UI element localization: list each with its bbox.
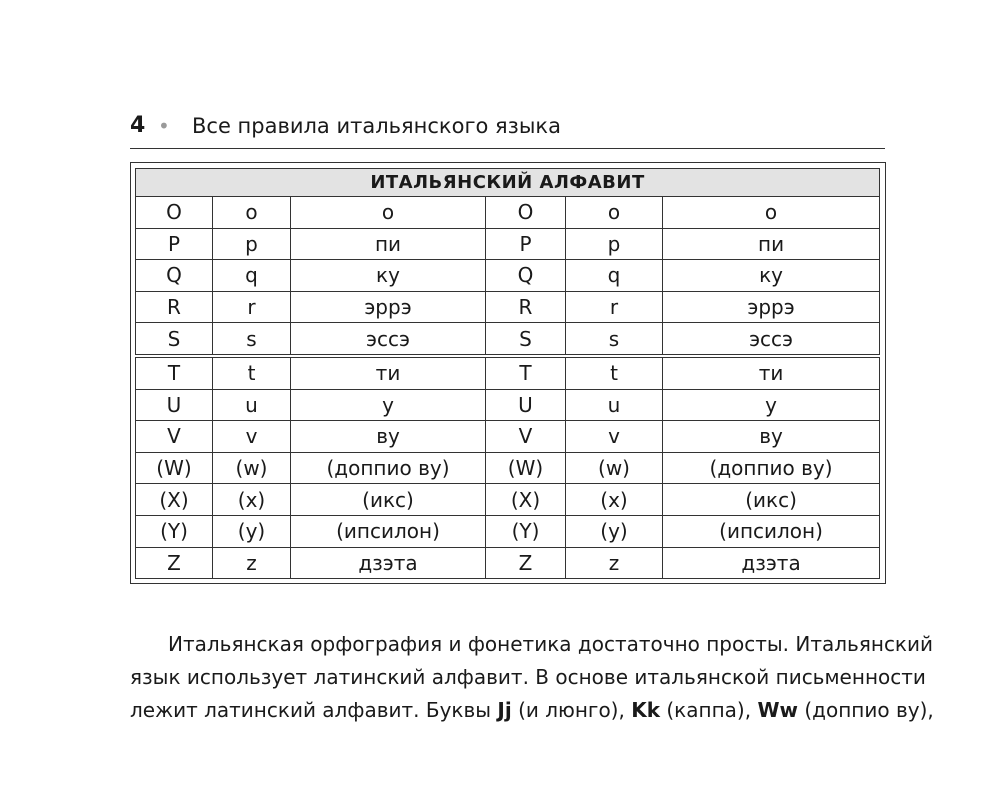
cell-upper-right: Z xyxy=(486,547,566,579)
table-row xyxy=(136,452,880,484)
cell-pron-right: эррэ xyxy=(663,291,880,323)
cell-pron-left: у xyxy=(291,389,486,421)
cell-upper-left: (X) xyxy=(136,484,213,516)
cell-lower-left: q xyxy=(213,260,291,292)
cell-lower-right: (w) xyxy=(566,452,663,484)
cell-upper-left: (Y) xyxy=(136,515,213,547)
letter-kk: Kk xyxy=(631,698,661,722)
table-row xyxy=(136,389,880,421)
cell-pron-right: (икс) xyxy=(663,484,880,516)
page-number: 4 xyxy=(130,113,146,138)
cell-pron-left: эррэ xyxy=(291,291,486,323)
cell-pron-left: (доппио ву) xyxy=(291,452,486,484)
table-row xyxy=(136,515,880,547)
cell-pron-left: ку xyxy=(291,260,486,292)
cell-upper-right: Q xyxy=(486,260,566,292)
alphabet-table-frame xyxy=(130,162,886,584)
table-row xyxy=(136,356,880,389)
cell-upper-right: O xyxy=(486,197,566,229)
cell-upper-left: Z xyxy=(136,547,213,579)
jj-note: (и люнго), xyxy=(511,698,632,722)
cell-upper-right: T xyxy=(486,356,566,389)
cell-lower-right: v xyxy=(566,421,663,453)
cell-lower-left: u xyxy=(213,389,291,421)
alphabet-table xyxy=(135,168,880,579)
cell-lower-right: z xyxy=(566,547,663,579)
cell-lower-left: (w) xyxy=(213,452,291,484)
table-row xyxy=(136,197,880,229)
cell-pron-right: (ипсилон) xyxy=(663,515,880,547)
cell-upper-left: S xyxy=(136,323,213,356)
cell-lower-left: (x) xyxy=(213,484,291,516)
cell-pron-right: эссэ xyxy=(663,323,880,356)
cell-upper-left: R xyxy=(136,291,213,323)
cell-upper-left: O xyxy=(136,197,213,229)
bullet-icon: • xyxy=(158,113,170,138)
paragraph-line-1: Итальянская орфография и фонетика достаточно просты. Итальянский xyxy=(168,632,934,656)
cell-pron-right: (доппио ву) xyxy=(663,452,880,484)
cell-upper-left: P xyxy=(136,228,213,260)
running-header xyxy=(130,113,885,138)
table-row xyxy=(136,484,880,516)
cell-upper-left: Q xyxy=(136,260,213,292)
kk-note: (каппа), xyxy=(660,698,758,722)
cell-lower-left: (y) xyxy=(213,515,291,547)
cell-pron-right: у xyxy=(663,389,880,421)
cell-pron-left: пи xyxy=(291,228,486,260)
letter-jj: Jj xyxy=(497,698,512,722)
cell-upper-left: V xyxy=(136,421,213,453)
header-rule xyxy=(130,148,885,149)
cell-lower-left: s xyxy=(213,323,291,356)
cell-lower-right: p xyxy=(566,228,663,260)
cell-lower-right: (y) xyxy=(566,515,663,547)
cell-lower-right: s xyxy=(566,323,663,356)
table-row xyxy=(136,323,880,356)
cell-lower-left: r xyxy=(213,291,291,323)
cell-upper-right: U xyxy=(486,389,566,421)
cell-lower-left: z xyxy=(213,547,291,579)
cell-lower-left: t xyxy=(213,356,291,389)
table-title: ИТАЛЬЯНСКИЙ АЛФАВИТ xyxy=(136,169,880,197)
cell-upper-right: P xyxy=(486,228,566,260)
cell-upper-left: (W) xyxy=(136,452,213,484)
cell-lower-right: o xyxy=(566,197,663,229)
paragraph-line-3 xyxy=(130,694,934,727)
cell-lower-right: (x) xyxy=(566,484,663,516)
cell-pron-right: дзэта xyxy=(663,547,880,579)
cell-pron-left: ти xyxy=(291,356,486,389)
table-row xyxy=(136,228,880,260)
cell-upper-right: (W) xyxy=(486,452,566,484)
cell-pron-left: (икс) xyxy=(291,484,486,516)
body-paragraph xyxy=(130,628,934,727)
cell-lower-right: t xyxy=(566,356,663,389)
cell-upper-right: (Y) xyxy=(486,515,566,547)
letter-ww: Ww xyxy=(757,698,798,722)
table-body xyxy=(136,197,880,579)
cell-pron-left: дзэта xyxy=(291,547,486,579)
cell-pron-right: o xyxy=(663,197,880,229)
line3-start: лежит латинский алфавит. Буквы xyxy=(130,698,498,722)
cell-upper-right: R xyxy=(486,291,566,323)
cell-lower-left: o xyxy=(213,197,291,229)
cell-upper-left: T xyxy=(136,356,213,389)
cell-lower-right: u xyxy=(566,389,663,421)
running-title: Все правила итальянского языка xyxy=(192,113,561,138)
cell-upper-right: V xyxy=(486,421,566,453)
cell-lower-left: p xyxy=(213,228,291,260)
cell-pron-left: o xyxy=(291,197,486,229)
cell-lower-right: r xyxy=(566,291,663,323)
cell-pron-right: ти xyxy=(663,356,880,389)
cell-pron-right: пи xyxy=(663,228,880,260)
ww-note: (доппио ву), xyxy=(797,698,934,722)
cell-pron-left: эссэ xyxy=(291,323,486,356)
table-row xyxy=(136,291,880,323)
cell-upper-right: (X) xyxy=(486,484,566,516)
cell-lower-left: v xyxy=(213,421,291,453)
cell-pron-left: ву xyxy=(291,421,486,453)
cell-pron-right: ву xyxy=(663,421,880,453)
cell-upper-left: U xyxy=(136,389,213,421)
cell-pron-left: (ипсилон) xyxy=(291,515,486,547)
table-row xyxy=(136,421,880,453)
cell-upper-right: S xyxy=(486,323,566,356)
cell-pron-right: ку xyxy=(663,260,880,292)
paragraph-line-2: язык использует латинский алфавит. В основе итальянской письменности xyxy=(130,665,926,689)
table-row xyxy=(136,547,880,579)
table-row xyxy=(136,260,880,292)
cell-lower-right: q xyxy=(566,260,663,292)
